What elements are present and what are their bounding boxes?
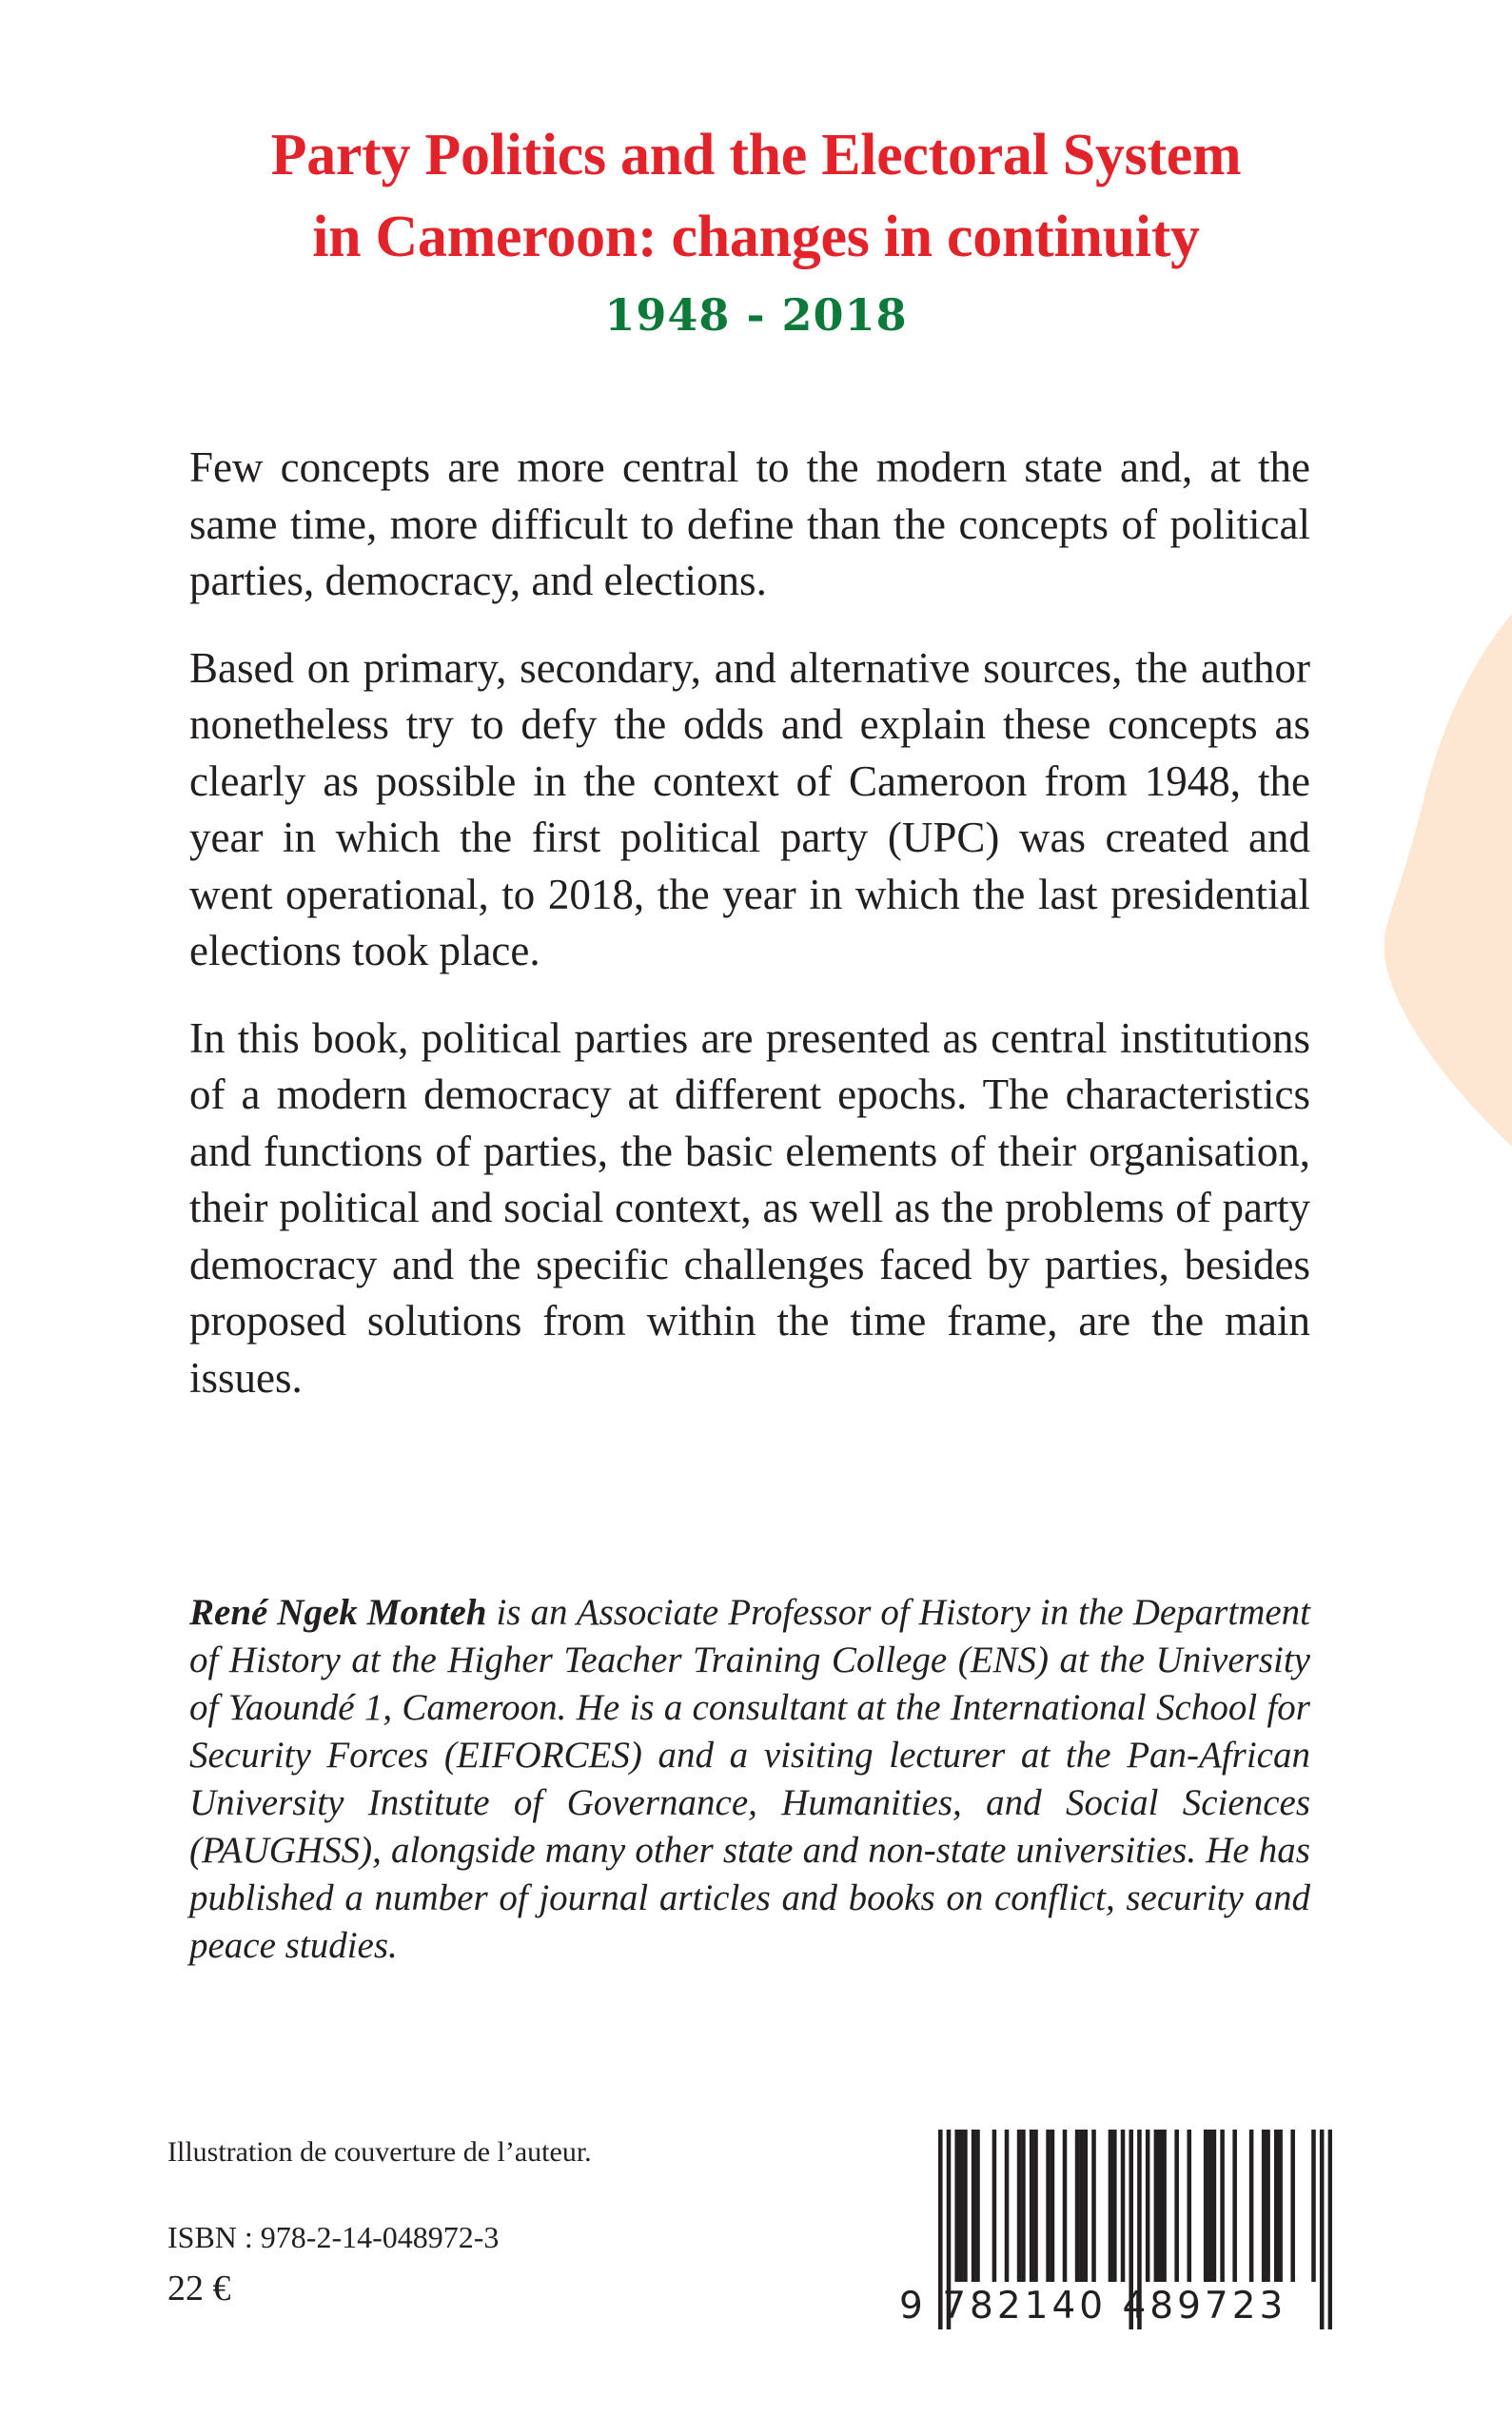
barcode-bar	[1290, 2130, 1295, 2282]
barcode-bar	[1154, 2130, 1159, 2282]
barcode-bar	[1046, 2130, 1051, 2282]
barcode-bar	[1162, 2130, 1167, 2282]
title-years: 1948 - 2018	[604, 289, 908, 341]
blurb-text	[189, 440, 1310, 1437]
barcode-bar	[1212, 2130, 1217, 2282]
barcode-bar	[1187, 2130, 1191, 2282]
barcode-bar	[1084, 2130, 1089, 2282]
barcode-bar	[959, 2130, 964, 2282]
barcode-digits: 9 782140 489723	[899, 2285, 1287, 2328]
barcode-bar	[1063, 2130, 1068, 2282]
author-bio-text: is an Associate Professor of History in the Department of History at the Higher Teacher Training College (ENS) at the University of Yaoundé 1, Cameroon. He is a consultant at the International School for Security Forces (EIFORCES) and a visiting lecturer at the Pan-African University Institute of Governance, Humanities, and Social Sciences (PAUGHSS), alongside many other state and non-state universities. He has published a number of journal articles and books on conflict, security and peace studies.	[189, 1592, 1311, 1966]
barcode-bar	[1232, 2130, 1237, 2282]
barcode-bar	[1311, 2130, 1316, 2282]
barcode-bar	[1146, 2130, 1150, 2282]
cover-illustration-credit: Illustration de couverture de l’auteur.	[167, 2136, 592, 2168]
barcode-bar	[1220, 2130, 1225, 2282]
barcode-bar	[1266, 2130, 1270, 2282]
barcode-bar	[954, 2130, 959, 2282]
blurb-paragraph-2: Based on primary, secondary, and alternative sources, the author nonetheless try to defy the odds and explain these concepts as clearly as possible in the context of Cameroon from 1948, the year in which the first political party (UPC) was created and went operational, to 2018, the year in which the last presidential elections took place.	[189, 643, 1310, 974]
barcode-bar	[1109, 2130, 1113, 2282]
barcode-bar	[1278, 2130, 1283, 2282]
isbn-text: ISBN : 978-2-14-048972-3	[167, 2220, 500, 2254]
barcode-bar	[992, 2130, 997, 2282]
blurb-paragraph-3: In this book, political parties are presented as central institutions of a modern democracy at different epochs. The characteristics and functions of parties, the basic elements of their organisation, their political and social context, as well as the problems of party democracy and the specific challenges faced by parties, besides proposed solutions from within the time frame, are the main issues.	[189, 1013, 1310, 1402]
barcode-bar	[1075, 2130, 1080, 2282]
barcode-bar	[1005, 2130, 1010, 2282]
barcode-bar	[1112, 2130, 1117, 2282]
author-bio	[189, 1589, 1310, 1970]
barcode-bar	[1033, 2130, 1038, 2282]
barcode-bar	[1017, 2130, 1022, 2282]
barcode-bar	[1204, 2130, 1208, 2282]
title-line-1: Party Politics and the Electoral System	[270, 123, 1242, 187]
barcode-bar	[1091, 2130, 1096, 2282]
barcode-bar	[1158, 2130, 1163, 2282]
barcode-bar	[1208, 2130, 1212, 2282]
barcode-bar	[1249, 2130, 1254, 2282]
title-line-2: in Cameroon: changes in continuity	[312, 205, 1200, 269]
barcode-bar	[1079, 2130, 1084, 2282]
barcode-bar	[1262, 2130, 1267, 2282]
author-name: René Ngek Monteh	[189, 1592, 487, 1633]
book-title	[0, 114, 1512, 348]
barcode-bar	[1174, 2130, 1179, 2282]
barcode-bar	[975, 2130, 980, 2282]
barcode-bar	[1274, 2130, 1279, 2282]
barcode-bar	[1021, 2130, 1026, 2282]
barcode-bar	[1051, 2130, 1055, 2282]
barcode-bar	[972, 2130, 976, 2282]
barcode-bar	[1030, 2130, 1034, 2282]
blurb-paragraph-1: Few concepts are more central to the modern state and, at the same time, more difficult to define than the concepts of political parties, democracy, and elections.	[189, 443, 1310, 604]
barcode-bar	[1121, 2130, 1126, 2282]
cover-decoration-shape	[1384, 614, 1512, 1147]
price-text: 22 €	[167, 2269, 231, 2308]
barcode-bar	[963, 2130, 968, 2282]
